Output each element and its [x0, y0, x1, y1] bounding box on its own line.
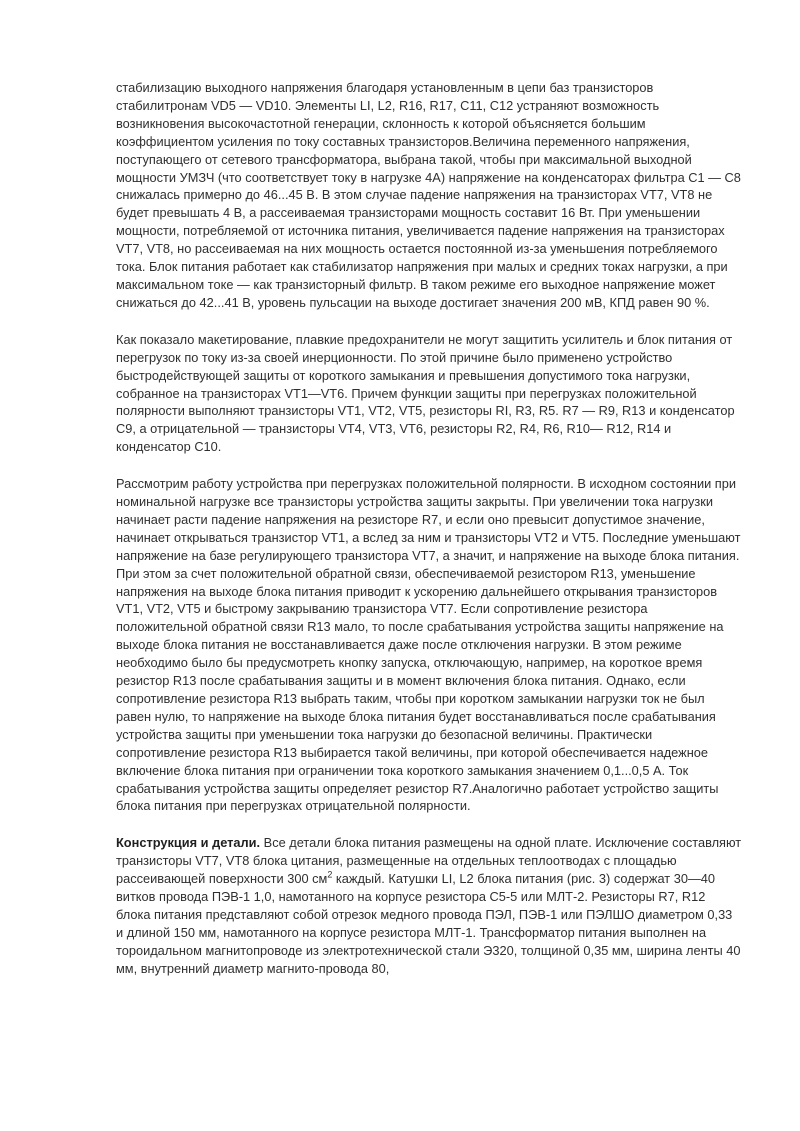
superscript-square-units: 2 — [327, 869, 333, 880]
paragraph-construction-details — [116, 834, 742, 977]
paragraph-fuse-protection — [116, 331, 742, 456]
paragraph-voltage-stabilization — [116, 79, 742, 312]
paragraph-text: Рассмотрим работу устройства при перегрузках положительной полярности. В исходном состоянии при номинальной нагрузке все транзисторы устройства защиты закрыты. При увеличении тока нагрузки начинает расти падение напряжения на резисторе R7, и если оно превысит допустимое значение, начинает открываться транзистор VT1, а вслед за ним и транзисторы VT2 и VT5. Последние уменьшают напряжение на базе регулирующего транзистора VT7, а значит, и напряжение на выходе блока питания. При этом за счет положительной обратной связи, обеспечиваемой резистором R13, уменьшение напряжения на выходе блока питания приводит к ускорению дальнейшего открывания транзисторов VT1, VT2, VT5 и быстрому закрыванию транзистора VT7. Если сопротивление резистора положительной обратной связи R13 мало, то после срабатывания устройства защиты напряжение на выходе блока питания не восстанавливается даже после отключения нагрузки. В этом режиме необходимо было бы предусмотреть кнопку запуска, отключающую, например, на короткое время резистор R13 после срабатывания защиты и в момент включения блока питания. Однако, если сопротивление резистора R13 выбрать таким, чтобы при коротком замыкании нагрузки ток не был равен нулю, то напряжение на выходе блока питания будет восстанавливаться после срабатывания устройства защиты при уменьшении тока нагрузки до безопасной величины. Практически сопротивление резистора R13 выбирается такой величины, при которой обеспечивается надежное включение блока питания при ограничении тока короткого замыкания значением 0,1...0,5 А. Ток срабатывания устройства защиты определяет резистор R7.Аналогично работает устройство защиты блока питания при перегрузках отрицательной полярности. — [116, 476, 741, 814]
paragraph-text-before-superscript: Все детали блока питания размещены на одной плате. Исключение составляют транзисторы VT7, VT8 блока цитания, размещенные на отдельных теплоотводах с площадью рассеивающей поверхности 300 см — [116, 835, 742, 887]
paragraph-text: каждый. Катушки LI, L2 блока питания (рис. 3) содержат 30—40 витков провода ПЭВ-1 1,0, намотанного на корпусе резистора С5-5 или МЛТ-2. Резисторы R7, R12 блока питания представляют собой отрезок медного провода ПЭЛ, ПЭВ-1 или ПЭЛШО диаметром 0,33 и длиной 150 мм, намотанного на корпусе резистора МЛТ-1. Трансформатор питания выполнен на тороидальном магнитопроводе из электротехнической стали Э320, толщиной 0,35 мм, ширина ленты 40 мм, внутренний диаметр магнито-провода 80, — [116, 871, 741, 976]
section-heading-construction: Конструкция и детали. — [116, 835, 261, 851]
document-page — [116, 79, 742, 978]
paragraph-text: Как показало макетирование, плавкие предохранители не могут защитить усилитель и блок питания от перегрузок по току из-за своей инерционности. По этой причине было применено устройство быстродействующей защиты от короткого замыкания и превышения допустимого тока нагрузки, собранное на транзисторах VT1—VT6. Причем функции защиты при перегрузках положительной полярности выполняют транзисторы VT1, VT2, VT5, резисторы RI, R3, R5. R7 — R9, R13 и конденсатор С9, а отрицательной — транзисторы VT4, VT3, VT6, резисторы R2, R4, R6, R10— R12, R14 и конденсатор С10. — [116, 331, 735, 455]
paragraph-text: стабилизацию выходного напряжения благодаря установленным в цепи баз транзисторов стабилитронам VD5 — VD10. Элементы LI, L2, R16, R17, C11, C12 устраняют возможность возникновения высокочастотной генерации, склонность к которой объясняется большим коэффициентом усиления по току составных транзисторов.Величина переменного напряжения, поступающего от сетевого трансформатора, выбрана такой, чтобы при максимальной выходной мощности УМЗЧ (что соответствует току в нагрузке 4А) напряжение на конденсаторах фильтра С1 — С8 снижалась примерно до 46...45 В. В этом случае падение напряжения на транзисторах VT7, VT8 не будет превышать 4 В, а рассеиваемая транзисторами мощность составит 16 Вт. При уменьшении мощности, потребляемой от источника питания, увеличивается падение напряжения на транзисторах VT7, VT8, но рассеиваемая на них мощность остается постоянной из-за уменьшения потребляемого тока. Блок питания работает как стабилизатор напряжения при малых и средних токах нагрузки, а при максимальном токе — как транзисторный фильтр. В таком режиме его выходное напряжение может снижаться до 42...41 В, уровень пульсации на выходе достигает значения 200 мВ, КПД равен 90 %. — [116, 80, 741, 310]
paragraph-overload-operation — [116, 475, 742, 815]
